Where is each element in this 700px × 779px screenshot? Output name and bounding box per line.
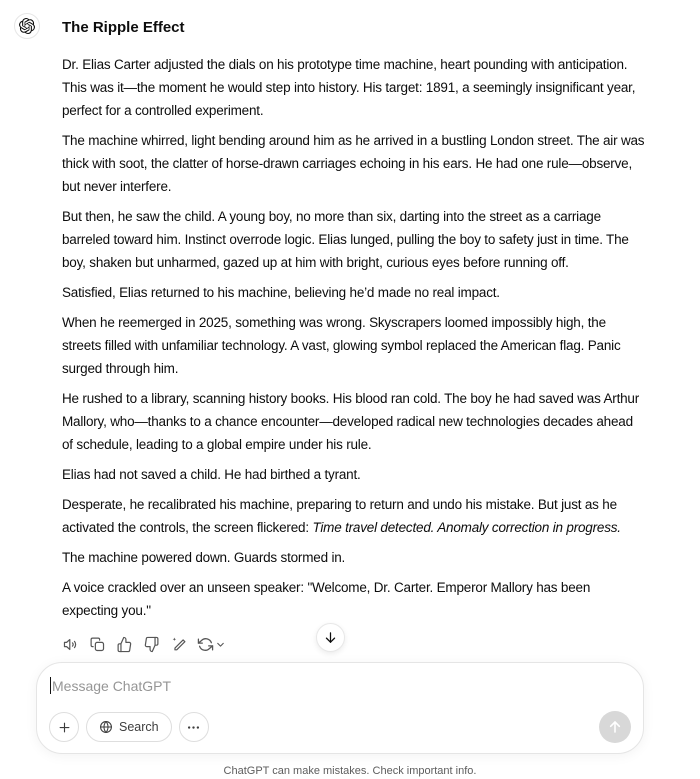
regenerate-button[interactable] (197, 636, 226, 653)
story-paragraph: Satisfied, Elias returned to his machine, believing he’d made no real impact. (62, 285, 500, 300)
story-paragraph: He rushed to a library, scanning history books. His blood ran cold. The boy he had saved was Arthur Mallory, who—thanks to a chance encounter—developed radical new technologies decades ahead of schedule, leading to a global empire under his rule. (62, 391, 640, 452)
story-paragraph: When he reemerged in 2025, something was wrong. Skyscrapers loomed impossibly high, the streets filled with unfamiliar technology. A vast, glowing symbol replaced the American flag. Panic surged through him. (62, 315, 621, 376)
story-paragraph: The machine whirred, light bending around him as he arrived in a bustling London street. The air was thick with soot, the clatter of horse-drawn carriages echoing in his ears. He had one rule—observe, but never interfere. (62, 133, 645, 194)
message-input-placeholder: Message ChatGPT (52, 677, 172, 694)
story-title: The Ripple Effect (62, 19, 185, 36)
send-button[interactable] (599, 711, 631, 743)
thumbs-down-button[interactable] (143, 636, 160, 653)
edit-canvas-button[interactable] (170, 636, 187, 653)
story-paragraph: The machine powered down. Guards stormed in. (62, 550, 346, 565)
text-cursor (50, 677, 51, 694)
search-button-label: Search (119, 720, 159, 734)
copy-icon (89, 636, 106, 653)
attach-button[interactable] (49, 712, 79, 742)
assistant-message-content (62, 18, 646, 659)
message-action-bar (62, 629, 646, 659)
composer-toolbar (49, 711, 631, 743)
story-paragraph: A voice crackled over an unseen speaker: "Welcome, Dr. Carter. Emperor Mallory has been expecting you." (62, 580, 591, 618)
more-tools-button[interactable] (179, 712, 209, 742)
thumbs-up-button[interactable] (116, 636, 133, 653)
read-aloud-button[interactable] (62, 636, 79, 653)
thumbs-down-icon (143, 636, 160, 653)
scroll-to-bottom-button[interactable] (316, 623, 345, 652)
openai-logo-icon (19, 18, 35, 34)
composer (36, 662, 644, 754)
story-body (62, 53, 646, 622)
story-paragraph: Elias had not saved a child. He had birthed a tyrant. (62, 467, 361, 482)
story-paragraph: But then, he saw the child. A young boy, no more than six, darting into the street as a carriage barreled toward him. Instinct overrode logic. Elias lunged, pulling the boy to safety just in time. The boy, shaken but unharmed, gazed up at him with bright, curious eyes before running off. (62, 209, 629, 270)
thumbs-up-icon (116, 636, 133, 653)
disclaimer-text: ChatGPT can make mistakes. Check important info. (223, 765, 477, 777)
globe-icon (99, 720, 113, 734)
arrow-down-icon (323, 630, 338, 645)
ellipsis-icon (186, 720, 201, 735)
story-paragraph: Dr. Elias Carter adjusted the dials on his prototype time machine, heart pounding with anticipation. This was it—the moment he would step into history. His target: 1891, a seemingly insignificant year, perfect for a controlled experiment. (62, 57, 636, 118)
regenerate-icon (197, 636, 214, 653)
search-button[interactable] (86, 712, 172, 742)
speaker-icon (62, 636, 79, 653)
message-input[interactable] (37, 663, 643, 694)
chevron-down-icon (215, 639, 226, 650)
assistant-avatar (14, 13, 40, 39)
plus-icon (57, 720, 72, 735)
arrow-up-icon (607, 719, 623, 735)
copy-button[interactable] (89, 636, 106, 653)
story-paragraph: Desperate, he recalibrated his machine, preparing to return and undo his mistake. But just as he activated the controls, the screen flickered: Time travel detected. Anomaly correction in progress. (62, 497, 621, 535)
edit-sparkle-icon (170, 636, 187, 653)
